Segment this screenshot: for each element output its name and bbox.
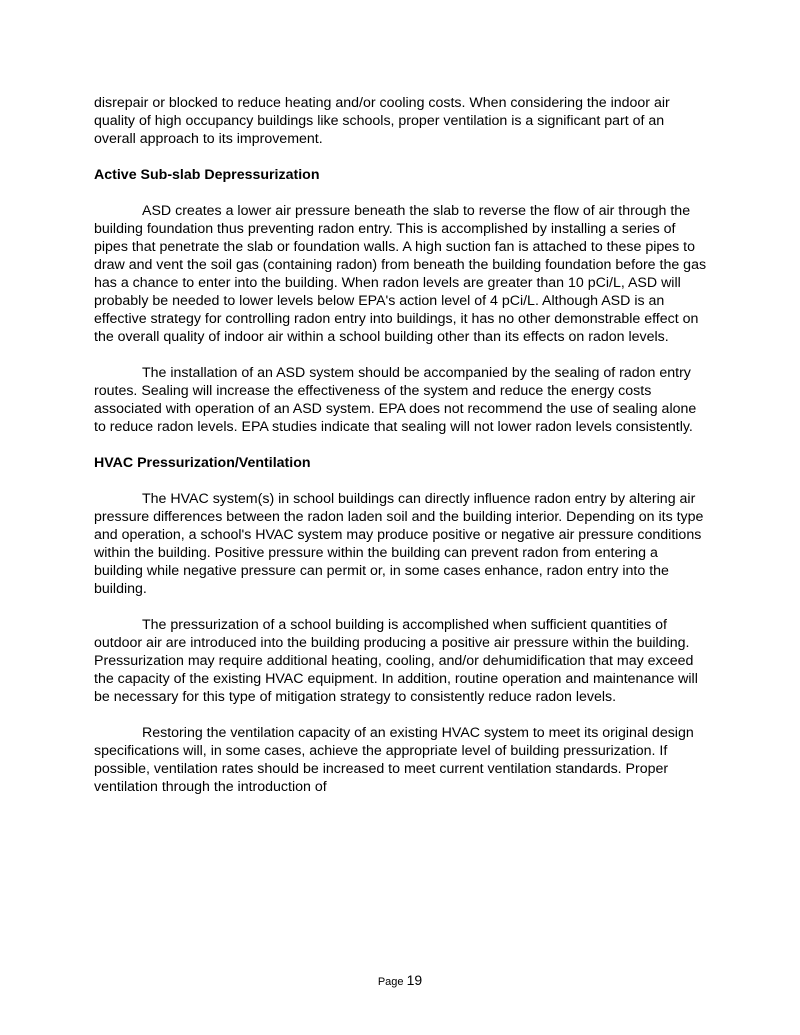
paragraph-hvac-ventilation: Restoring the ventilation capacity of an existing HVAC system to meet its original design specifications will, in some cases, achieve the appropriate level of building pressurization. If possible, ventilation rates should be increased to meet current ventilation standards. Proper ventilation through the introduction of [94, 725, 694, 795]
paragraph-asd-sealing: The installation of an ASD system should be accompanied by the sealing of radon entry routes. Sealing will increase the effectiveness of the system and reduce the energy costs associated with operation of an ASD system. EPA does not recommend the use of sealing alone to reduce radon levels. EPA studies indicate that sealing will not lower radon levels consistently. [94, 365, 697, 435]
page-footer [0, 972, 800, 990]
paragraph-continuation: disrepair or blocked to reduce heating and/or cooling costs. When considering the indoor air quality of high occupancy buildings like schools, proper ventilation is a significant part of an overall approach to its improvement. [94, 95, 670, 147]
page-label: Page [377, 976, 404, 988]
document-page [94, 94, 708, 814]
paragraph-asd-description: ASD creates a lower air pressure beneath the slab to reverse the flow of air through the building foundation thus preventing radon entry. This is accomplished by installing a series of pipes that penetrate the slab or foundation walls. A high suction fan is attached to these pipes to draw and vent the soil gas (containing radon) from beneath the building foundation before the gas has a chance to enter into the building. When radon levels are greater than 10 pCi/L, ASD will probably be needed to lower levels below EPA's action level of 4 pCi/L. Although ASD is an effective strategy for controlling radon entry into buildings, it has no other demonstrable effect on the overall quality of indoor air within a school building other than its effects on radon levels. [94, 203, 707, 345]
section-heading-hvac: HVAC Pressurization/Ventilation [94, 455, 311, 471]
page-number: 19 [406, 972, 423, 988]
section-heading-asd: Active Sub-slab Depressurization [94, 167, 320, 183]
paragraph-hvac-pressurization: The pressurization of a school building is accomplished when sufficient quantities of outdoor air are introduced into the building producing a positive air pressure within the building. Pressurization may require additional heating, cooling, and/or dehumidification that may exceed the capacity of the existing HVAC equipment. In addition, routine operation and maintenance will be necessary for this type of mitigation strategy to consistently reduce radon levels. [94, 617, 698, 705]
paragraph-hvac-influence: The HVAC system(s) in school buildings can directly influence radon entry by altering air pressure differences between the radon laden soil and the building interior. Depending on its type and operation, a school's HVAC system may produce positive or negative air pressure conditions within the building. Positive pressure within the building can prevent radon from entering a building while negative pressure can permit or, in some cases enhance, radon entry into the building. [94, 491, 704, 597]
